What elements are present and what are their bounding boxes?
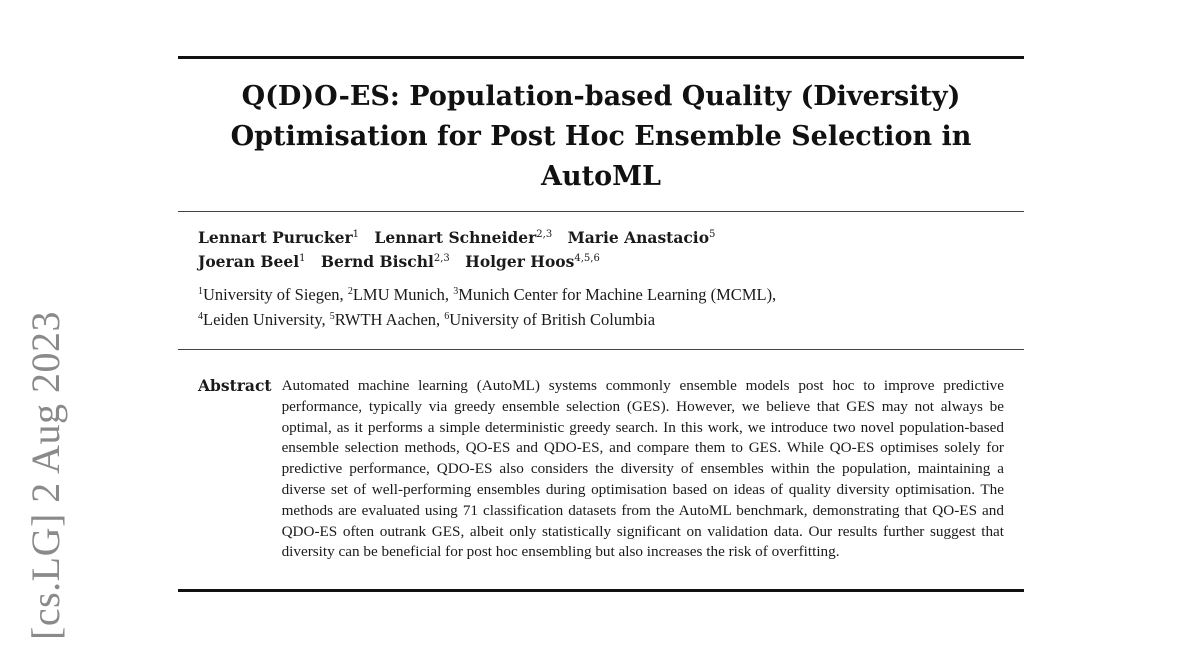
affiliation	[444, 310, 655, 329]
affil-marker: 3	[453, 286, 459, 297]
author	[568, 228, 716, 247]
author-name: Joeran Beel	[198, 252, 300, 271]
affiliation	[348, 285, 453, 304]
arxiv-stamp: [cs.LG] 2 Aug 2023	[23, 311, 68, 640]
affil-marker: 5	[329, 311, 335, 322]
author-affil-marker: 1	[352, 229, 360, 240]
affil-marker: 2	[347, 286, 353, 297]
abstract-label: Abstract	[198, 376, 272, 395]
abstract-text: Automated machine learning (AutoML) systems commonly ensemble models post hoc to improve predictive performance, typically via greedy ensemble selection (GES). However, we believe that GES may not always be optimal, as it performs a simple deterministic greedy search. In this work, we introduce two novel population-based ensemble selection methods, QO-ES and QDO-ES, and compare them to GES. While QO-ES optimises solely for predictive performance, QDO-ES also considers the diversity of ensembles within the population, maintaining a diverse set of well-performing ensembles during optimisation based on ideas of quality diversity optimisation. The methods are evaluated using 71 classification datasets from the AutoML benchmark, demonstrating that QO-ES and QDO-ES often outrank GES, albeit only statistically significant on validation data. Our results further suggest that diversity can be beneficial for post hoc ensembling but also increases the risk of overfitting.	[281, 377, 1004, 561]
affiliation-line	[198, 282, 1024, 307]
author	[198, 252, 306, 271]
affil-marker: 1	[198, 286, 203, 297]
affiliation-list	[198, 282, 1024, 332]
author-list	[198, 226, 1024, 274]
author-line	[198, 250, 1024, 274]
affiliation-rule	[178, 349, 1024, 350]
author	[374, 228, 552, 247]
author	[198, 228, 359, 247]
author-affil-marker: 2,3	[433, 253, 450, 264]
bottom-rule	[178, 589, 1024, 592]
affil-marker: 6	[444, 311, 450, 322]
title-rule	[178, 211, 1024, 212]
author-affil-marker: 2,3	[536, 229, 553, 240]
author-name: Lennart Schneider	[374, 228, 537, 247]
author-affil-marker: 4,5,6	[574, 253, 600, 264]
affiliation	[453, 285, 776, 304]
paper-title	[178, 77, 1024, 197]
author-affil-marker: 1	[299, 253, 306, 264]
affil-marker: 4	[198, 311, 203, 322]
title-line: Q(D)O-ES: Population-based Quality (Diversity)	[241, 81, 961, 112]
author	[321, 252, 450, 271]
author-name: Holger Hoos	[465, 252, 575, 271]
author-affil-marker: 5	[709, 229, 716, 240]
author-name: Lennart Purucker	[198, 228, 353, 247]
author-name: Bernd Bischl	[320, 252, 434, 271]
affil-text: RWTH Aachen,	[334, 310, 445, 329]
affil-text: Munich Center for Machine Learning (MCML),	[458, 285, 777, 304]
affiliation	[198, 310, 330, 329]
title-line: Optimisation for Post Hoc Ensemble Selection in AutoML	[230, 121, 972, 192]
affiliation-line	[198, 307, 1024, 332]
author	[465, 252, 600, 271]
author-name: Marie Anastacio	[567, 228, 710, 247]
affiliation	[330, 310, 445, 329]
affil-text: University of Siegen,	[203, 285, 348, 304]
affil-text: University of British Columbia	[449, 310, 656, 329]
affil-text: Leiden University,	[203, 310, 330, 329]
author-line	[198, 226, 1024, 250]
affil-text: LMU Munich,	[352, 285, 454, 304]
paper-header	[178, 56, 1024, 592]
affiliation	[198, 285, 348, 304]
abstract-section	[198, 376, 1004, 563]
top-rule	[178, 56, 1024, 59]
